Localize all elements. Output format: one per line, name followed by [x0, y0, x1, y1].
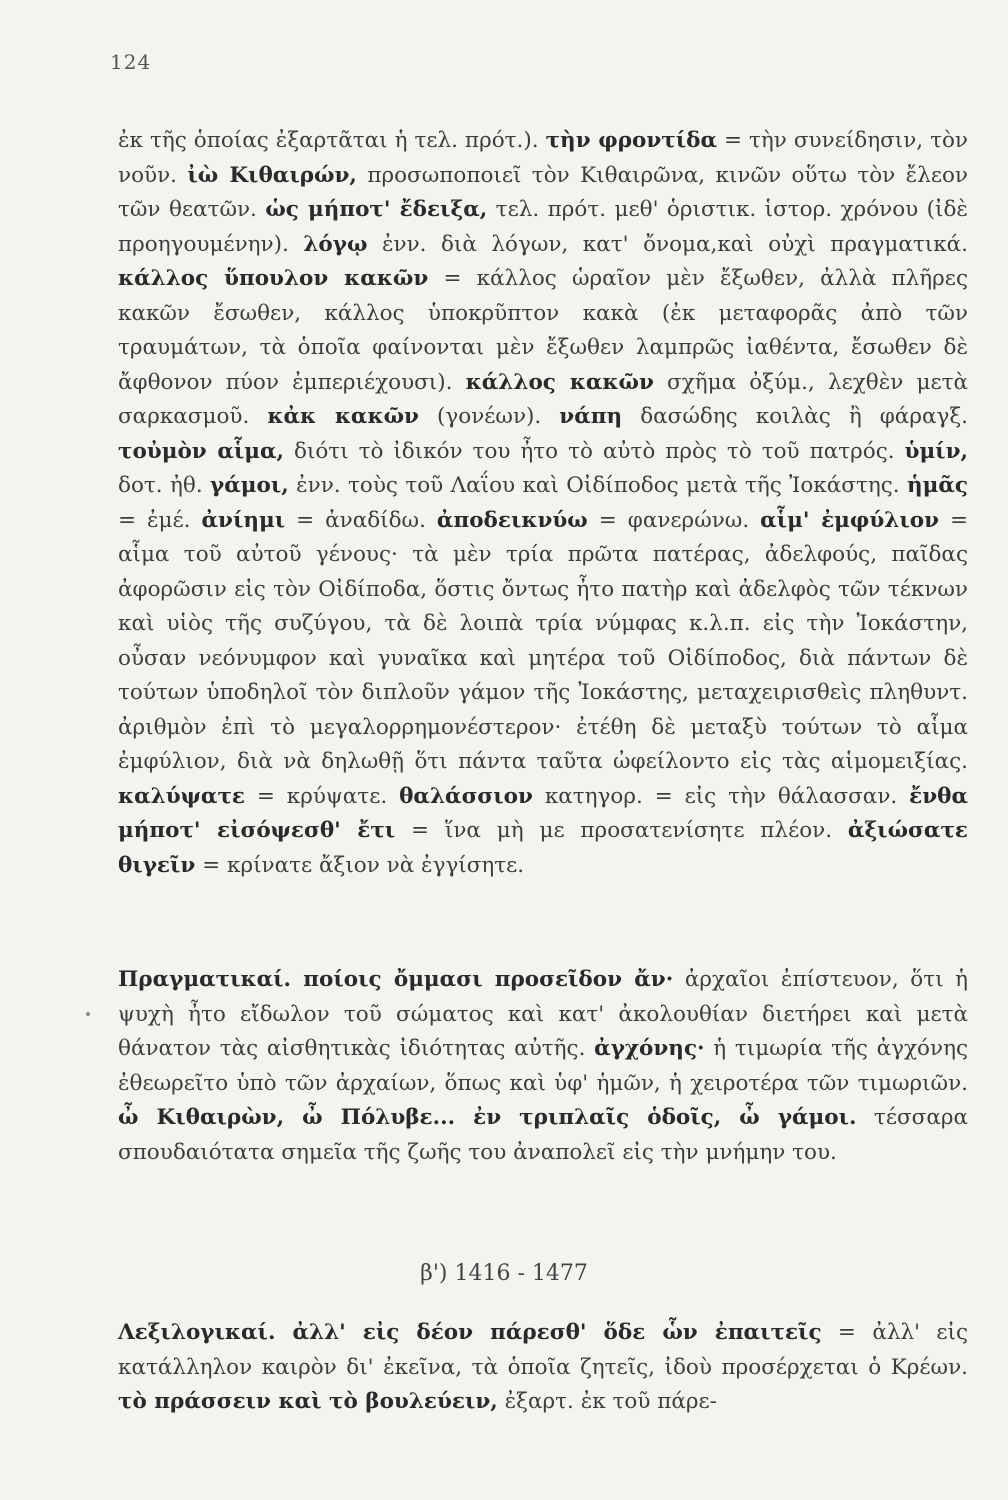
- lemma-term: κάλλος ὕπουλον κακῶν: [118, 266, 429, 291]
- gloss-text: σχῆμα ὀξύμ., λεχθὲν μετὰ σαρκασμοῦ.: [118, 369, 969, 429]
- gloss-text: (γονέων).: [418, 404, 560, 429]
- gloss-text: ἡ τιμωρία τῆς ἀγχόνης ἐθεωρεῖτο ὑπὸ τῶν ἀρχαίων, ὅπως καὶ ὑφ' ἡμῶν, ἡ χειροτέρα τῶν τιμωριῶν.: [118, 1036, 968, 1096]
- gloss-text: = κάλλος ὡραῖον μὲν ἔξωθεν, ἀλλὰ πλῆρες κακῶν ἔσωθεν, κάλλος ὑποκρῦπτον κακὰ (ἐκ μεταφορᾶς ἀπὸ τῶν τραυμάτων, τὰ ὁποῖα φαίνονται μὲν ἔξωθεν λαμπρῶς ἰαθέντα, ἔσωθεν δὲ ἄφθονον πύον ἐμπεριέχουσι).: [118, 266, 968, 395]
- gloss-text: τέσσαρα σπουδαιότατα σημεῖα τῆς ζωῆς του ἀναπολεῖ εἰς τὴν μνήμην του.: [118, 1105, 968, 1165]
- commentary-paragraph-2: [118, 963, 968, 1170]
- gloss-text: = κρίνατε ἄξιον νὰ ἐγγίσητε.: [195, 852, 525, 878]
- lemma-term: τὴν φροντίδα: [545, 128, 718, 153]
- lemma-term: γάμοι,: [210, 473, 289, 498]
- lemma-term: ἡμᾶς: [906, 473, 968, 498]
- gloss-text: = αἷμα τοῦ αὐτοῦ γένους· τὰ μὲν τρία πρῶτα πατέρας, ἀδελφούς, παῖδας ἀφορῶσιν εἰς τὸν Οἰδίποδα, ὅστις ὄντως ἦτο πατὴρ καὶ ἀδελφὸς τῶν τέκνων καὶ υἱὸς τῆς συζύγου, τὰ δὲ λοιπὰ τρία νύμφας κ.λ.π. εἰς τὴν Ἰοκάστην, οὖσαν νεόνυμφον καὶ γυναῖκα καὶ μητέρα τοῦ Οἰδίποδος, διὰ πάντων δὲ τούτων ὑποδηλοῖ τὸν διπλοῦν γάμον τῆς Ἰοκάστης, μεταχειρισθεὶς πληθυντ. ἀριθμὸν ἐπὶ τὸ μεγαλορρημονέστερον· ἐτέθη δὲ μεταξὺ τούτων τὸ αἷμα ἐμφύλιον, διὰ νὰ δηλωθῇ ὅτι πάντα ταῦτα ὠφείλοντο εἰς τὰς αἱμομειξίας.: [118, 507, 969, 774]
- gloss-text: ἐνν. τοὺς τοῦ Λαΐου καὶ Οἰδίποδος μετὰ τῆς Ἰοκάστης.: [288, 473, 907, 498]
- gloss-text: = κρύψατε.: [244, 783, 400, 809]
- lemma-term: Λεξιλογικαί. ἀλλ' εἰς δέον πάρεσθ' ὅδε ὧν ἐπαιτεῖς: [118, 1320, 822, 1345]
- gloss-text: = ἐμέ.: [118, 507, 202, 533]
- gloss-text: δασώδης κοιλὰς ἢ φάραγξ.: [622, 404, 969, 429]
- lemma-term: ἰὼ Κιθαιρών,: [187, 162, 357, 188]
- gloss-text: ἐνν. διὰ λόγων, κατ' ὄνομα,καὶ οὐχὶ πραγματικά.: [367, 231, 968, 257]
- lemma-term: ὦ Κιθαιρὼν, ὦ Πόλυβε... ἐν τριπλαῖς ὁδοῖς, ὦ γάμοι.: [118, 1105, 857, 1130]
- page-number: 124: [110, 50, 152, 74]
- margin-mark: [86, 1012, 90, 1016]
- gloss-text: προσωποποιεῖ τὸν Κιθαιρῶνα, κινῶν οὕτω τὸν ἔλεον τῶν θεατῶν.: [118, 162, 968, 222]
- gloss-text: κατηγορ. = εἰς τὴν θάλασσαν.: [532, 783, 910, 809]
- lemma-term: κἀκ κακῶν: [267, 404, 419, 429]
- commentary-paragraph-3: [118, 1316, 968, 1420]
- lemma-term: τὸ πράσσειν καὶ τὸ βουλεύειν,: [118, 1389, 498, 1414]
- commentary-paragraph-1: [118, 124, 968, 883]
- lemma-term: ὡς μήποτ' ἔδειξα,: [265, 197, 488, 222]
- gloss-text: = φανερώνω.: [587, 507, 761, 533]
- lemma-term: ἀποδεικνύω: [436, 507, 588, 533]
- gloss-text: ἐξαρτ. ἐκ τοῦ πάρε-: [497, 1389, 717, 1414]
- gloss-text: = τὴν συνείδησιν, τὸν νοῦν.: [118, 128, 968, 188]
- lemma-term: ὑμίν,: [904, 438, 968, 464]
- lemma-term: ἀνίημι: [201, 507, 286, 533]
- lemma-term: θαλάσσιον: [399, 783, 533, 809]
- lemma-term: καλύψατε: [118, 783, 245, 809]
- gloss-text: δοτ. ἠθ.: [118, 473, 211, 498]
- lemma-term: αἷμ' ἐμφύλιον: [760, 507, 939, 533]
- lemma-term: Πραγματικαί. ποίοις ὄμμασι προσεῖδον ἄν·: [118, 967, 674, 992]
- gloss-text: ἐκ τῆς ὁποίας ἐξαρτᾶται ἡ τελ. πρότ.).: [118, 128, 546, 153]
- gloss-text: = ἀναδίδω.: [285, 507, 437, 533]
- section-heading: β') 1416 - 1477: [420, 1261, 588, 1286]
- gloss-text: διότι τὸ ἰδικόν του ἦτο τὸ αὐτὸ πρὸς τὸ τοῦ πατρός.: [284, 438, 905, 464]
- lemma-term: νάπη: [559, 404, 623, 429]
- gloss-text: = ἀλλ' εἰς κατάλληλον καιρὸν δι' ἐκεῖνα, τὰ ὁποῖα ζητεῖς, ἰδοὺ προσέρχεται ὁ Κρέων.: [118, 1320, 968, 1380]
- lemma-term: λόγῳ: [303, 231, 368, 257]
- lemma-term: ἀγχόνης·: [594, 1036, 705, 1061]
- lemma-term: ἔνθα μήποτ' εἰσόψεσθ' ἔτι: [118, 783, 968, 843]
- lemma-term: ἀξιώσατε θιγεῖν: [118, 818, 968, 878]
- lemma-term: κάλλος κακῶν: [465, 369, 654, 395]
- gloss-text: ἀρχαῖοι ἐπίστευον, ὅτι ἡ ψυχὴ ἦτο εἴδωλον τοῦ σώματος καὶ κατ' ἀκολουθίαν διετήρει καὶ μετὰ θάνατον τὰς αἰσθητικὰς ἰδιότητας αὐτῆς.: [118, 967, 968, 1061]
- gloss-text: = ἵνα μὴ με προσατενίσητε πλέον.: [395, 818, 848, 843]
- lemma-term: τοὐμὸν αἷμα,: [118, 438, 285, 464]
- gloss-text: τελ. πρότ. μεθ' ὁριστικ. ἱστορ. χρόνου (ἰδὲ προηγουμένην).: [118, 197, 968, 257]
